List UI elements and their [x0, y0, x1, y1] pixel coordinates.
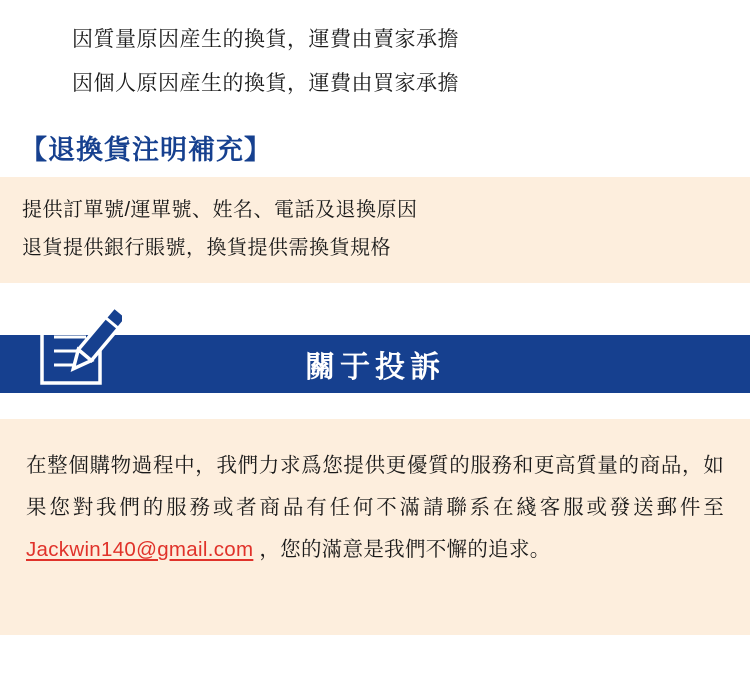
policy-line-quality: 因質量原因産生的換貨，運費由賣家承擔	[72, 28, 459, 51]
note-line-order-info: 提供訂單號/運單號、姓名、電話及退換原因	[22, 199, 418, 221]
complaint-paragraph	[26, 445, 724, 571]
pencil-notepad-icon	[36, 297, 122, 389]
complaint-text-before-email: 在整個購物過程中，我們力求爲您提供更優質的服務和更高質量的商品，如果您對我們的服務或者商品有任何不滿請聯系在綫客服或發送郵件至	[26, 454, 724, 519]
support-email-link[interactable]: Jackwin140@gmail.com	[26, 538, 254, 561]
complaint-text-block	[0, 419, 750, 635]
complaint-text-after-email: ，您的滿意是我們不懈的追求。	[253, 538, 551, 561]
note-section-heading: 【退換貨注明補充】	[20, 135, 272, 165]
policy-lines	[0, 0, 750, 106]
note-line-bank-info: 退貨提供銀行賬號，換貨提供需換貨規格	[22, 237, 391, 259]
policy-line-personal: 因個人原因産生的換貨，運費由買家承擔	[72, 72, 459, 95]
complaint-banner	[0, 335, 750, 397]
banner-title: 關于投訴	[305, 351, 445, 384]
note-block	[0, 177, 750, 283]
